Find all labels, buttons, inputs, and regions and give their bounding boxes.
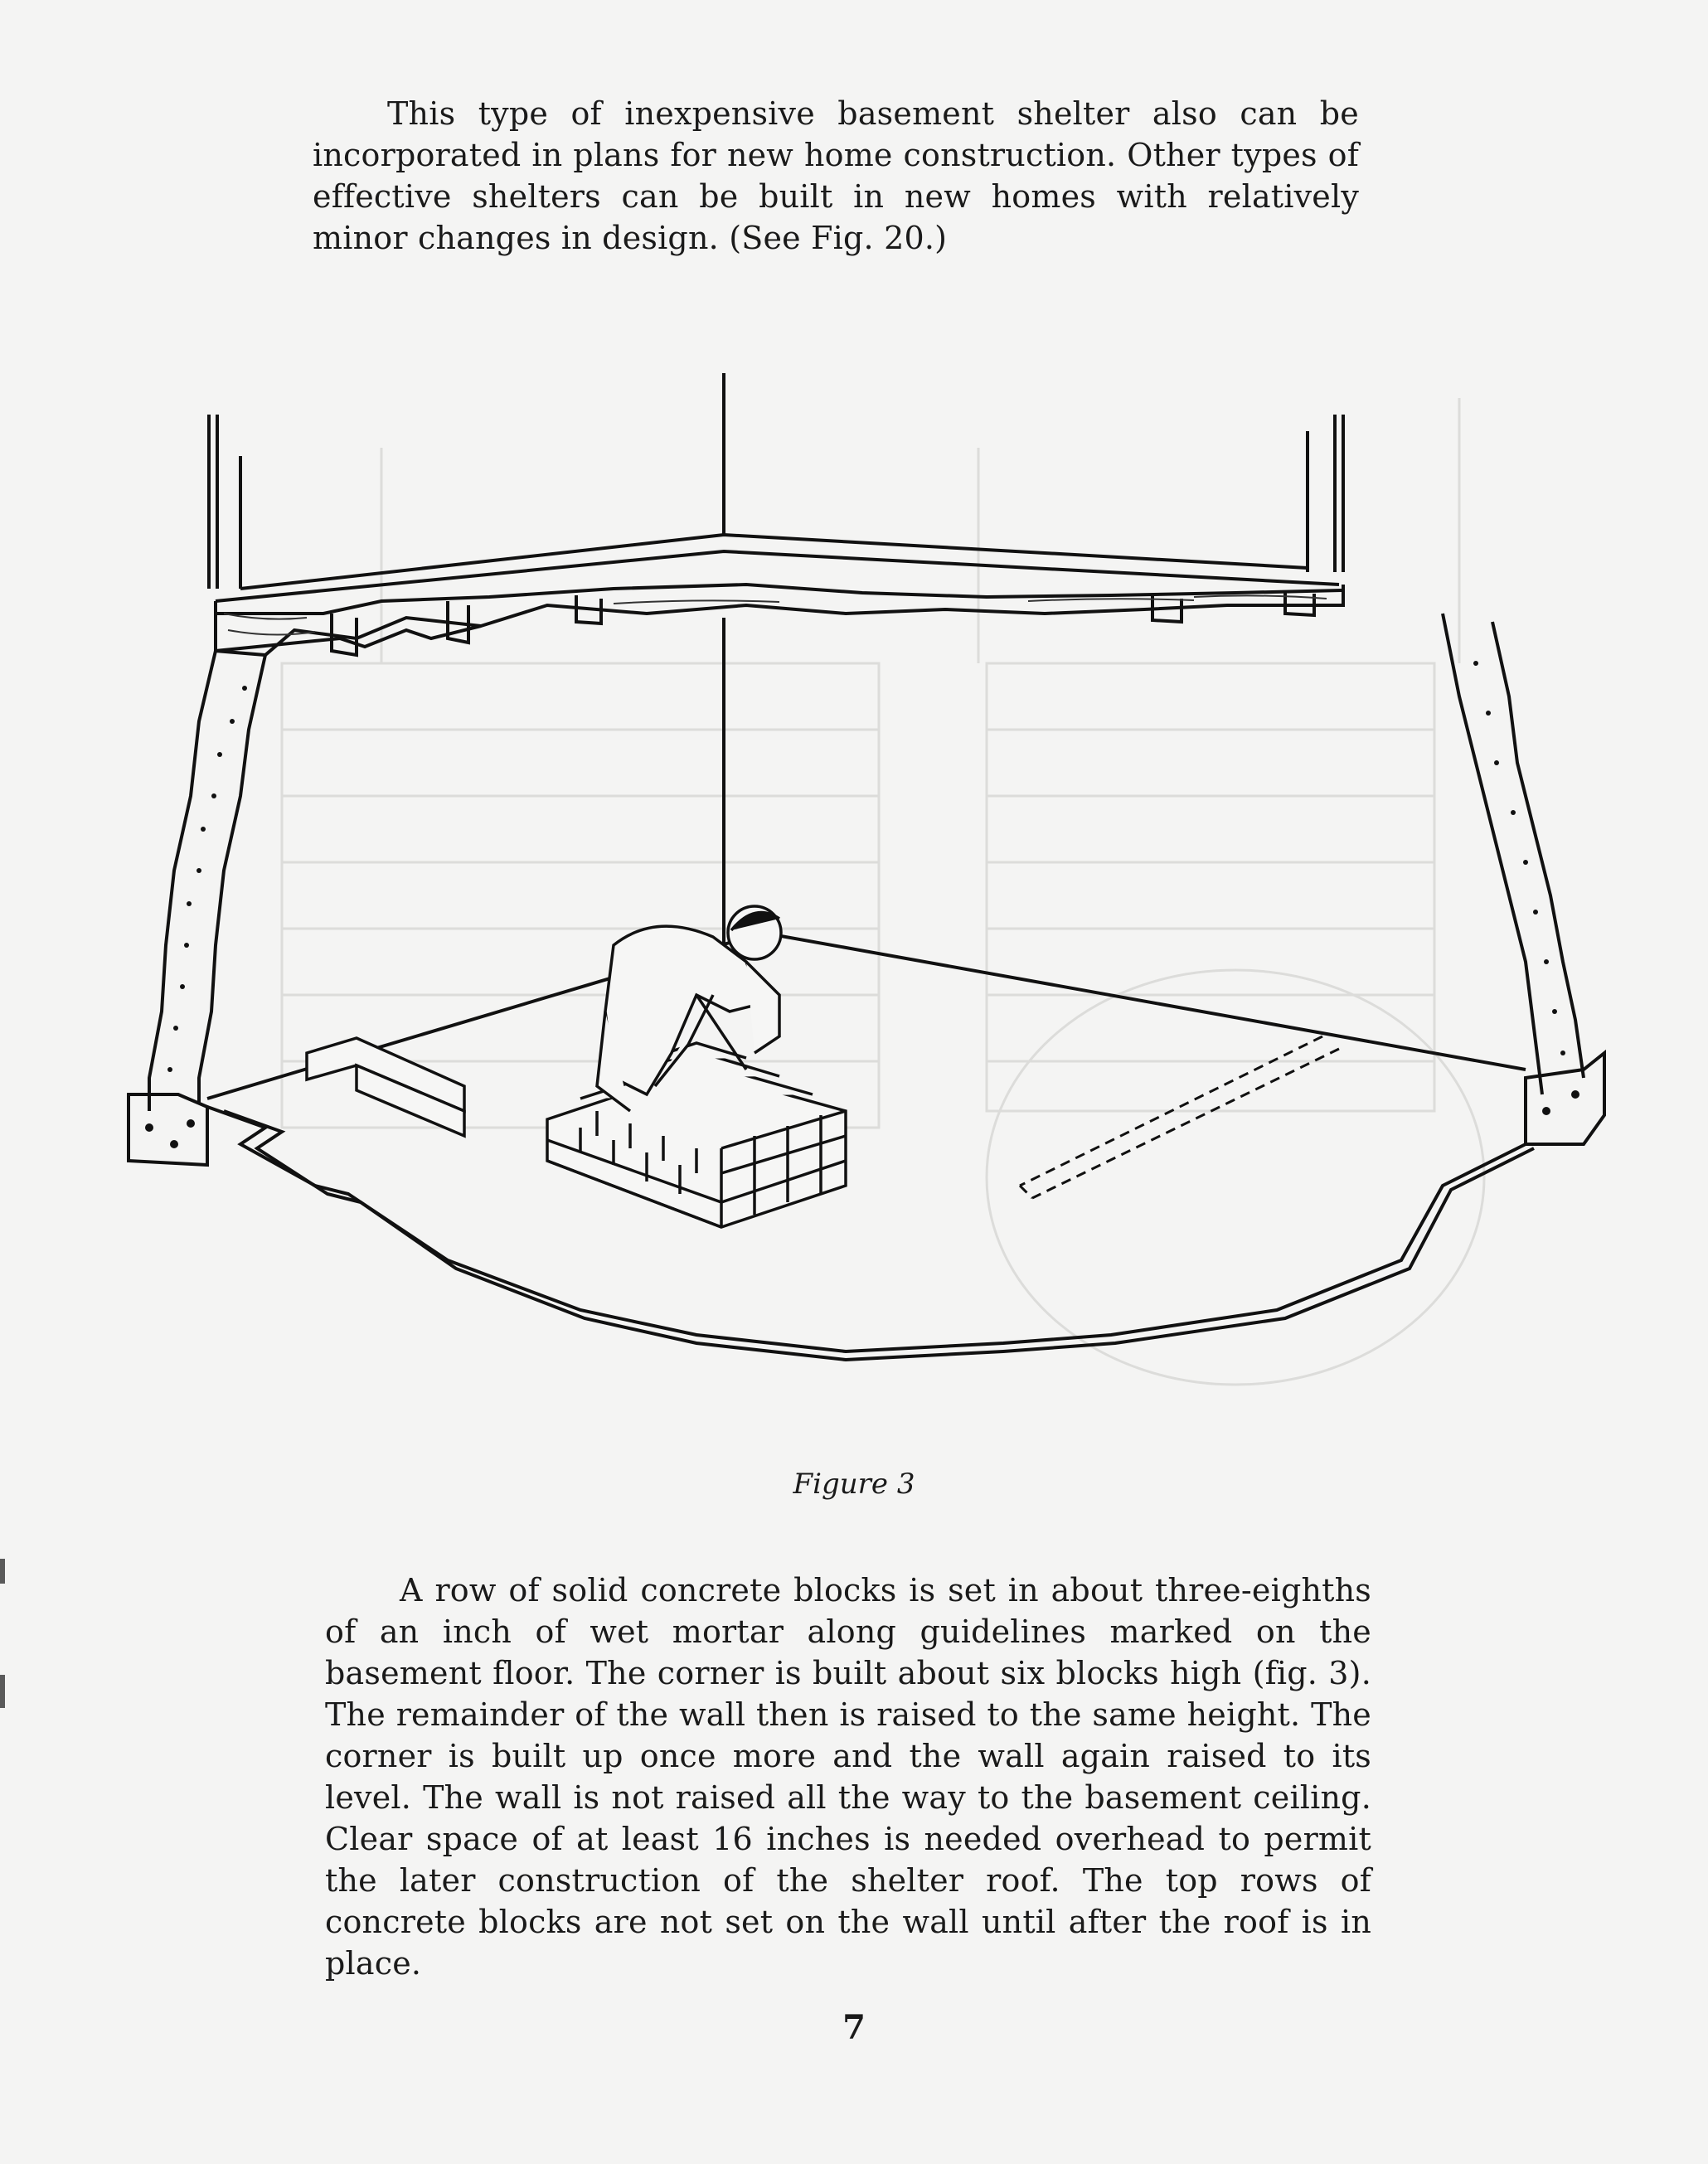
body-paragraph: A row of solid concrete blocks is set in about three-eighths of an inch of wet mortar along guidelines marked on the basement floor. The corner is built about six blocks high (fig. 3). The remainder of the wall then is raised to the same height. The corner is built up once more and the wall again raised to its level. The wall is not raised all the way to the basement ceiling. Clear space of at least 16 inches is needed overhead to permit the later construction of the shelter roof. The top rows of concrete blocks are not set on the wall until after the roof is in place. <box>325 1572 1371 1982</box>
binding-mark <box>0 1675 5 1708</box>
right-wall <box>1443 614 1584 1094</box>
page-number: 7 <box>842 2008 866 2047</box>
left-wall <box>149 651 265 1111</box>
left-wall-aggregate <box>167 686 247 1072</box>
figure-3-illustration <box>116 365 1609 1443</box>
right-wall-aggregate <box>1473 661 1565 1055</box>
figure-caption: Figure 3 <box>793 1468 915 1501</box>
left-footing <box>129 1094 207 1165</box>
basement-floor <box>207 933 1534 1360</box>
bleed-through-art <box>282 398 1484 1385</box>
block-corner <box>307 1038 846 1227</box>
intro-paragraph: This type of inexpensive basement shelter also can be incorporated in plans for new home construction. Other types of effective shelters can be built in new homes with relatively minor changes in design. (See Fig. 20.) <box>313 95 1359 256</box>
binding-mark <box>0 1559 5 1584</box>
